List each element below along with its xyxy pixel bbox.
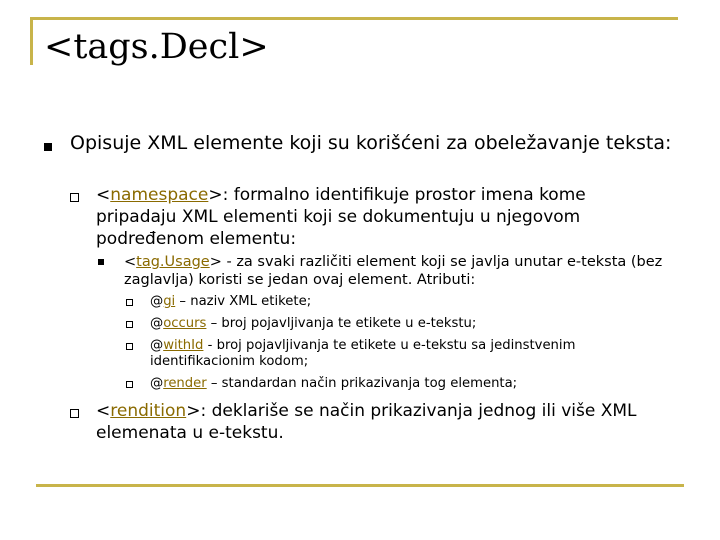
- tag-usage-description: - za svaki različiti element koji se javlja unutar e-teksta (bez zaglavlja) koristi se jedan ovaj element. Atributi:: [124, 254, 663, 288]
- attr-at: @: [150, 376, 164, 391]
- rendition-tag: rendition: [110, 401, 187, 421]
- hollow-square-icon: [126, 381, 133, 388]
- attr-occurs: [150, 316, 670, 332]
- attr-render: [150, 376, 670, 392]
- attr-name: render: [163, 376, 207, 391]
- rendition-description: : deklariše se način prikazivanja jednog ili više XML elemenata u e-tekstu.: [96, 401, 637, 443]
- frame-left-line: [30, 17, 33, 65]
- frame-bottom-line: [36, 484, 684, 487]
- hollow-square-icon: [126, 343, 133, 350]
- attr-description: – standardan način prikazivanja tog elementa;: [206, 376, 518, 391]
- tag-usage-tag: tag.Usage: [136, 254, 210, 270]
- tag-close: >: [209, 254, 222, 270]
- hollow-square-icon: [70, 193, 79, 202]
- tag-open: <: [124, 254, 137, 270]
- attr-at: @: [150, 294, 164, 309]
- tag-close: >: [208, 185, 223, 205]
- slide-title: <tags.Decl>: [44, 27, 269, 67]
- attr-gi: [150, 294, 670, 310]
- tag-open: <: [96, 401, 111, 421]
- attr-description: - broj pojavljivanja te etikete u e-tekstu sa jedinstvenim identifikacionim kodom;: [150, 338, 576, 369]
- namespace-description: : formalno identifikuje prostor imena kome pripadaju XML elementi koji se dokumentuju u njegovom podređenom elementu:: [96, 185, 586, 249]
- namespace-tag: namespace: [110, 185, 209, 205]
- frame-top-line: [30, 17, 678, 20]
- attr-name: gi: [163, 294, 176, 309]
- attr-at: @: [150, 316, 164, 331]
- sub-sub-bullet-tag-usage: [124, 253, 684, 289]
- tag-open: <: [96, 185, 111, 205]
- sub-bullet-namespace: [96, 184, 656, 250]
- tag-close: >: [186, 401, 201, 421]
- hollow-square-icon: [126, 299, 133, 306]
- sub-bullet-rendition: [96, 400, 676, 444]
- attr-description: – naziv XML etikete;: [175, 294, 312, 309]
- bullet-1-text: Opisuje XML elemente koji su korišćeni za obeležavanje teksta:: [70, 132, 672, 154]
- attr-name: occurs: [163, 316, 207, 331]
- attr-at: @: [150, 338, 164, 353]
- bullet-square-icon: [44, 143, 52, 151]
- hollow-square-icon: [126, 321, 133, 328]
- bullet-square-icon: [98, 259, 104, 265]
- hollow-square-icon: [70, 409, 79, 418]
- attr-description: – broj pojavljivanja te etikete u e-tekstu;: [206, 316, 477, 331]
- attr-withid: [150, 338, 670, 370]
- attr-name: withId: [163, 338, 204, 353]
